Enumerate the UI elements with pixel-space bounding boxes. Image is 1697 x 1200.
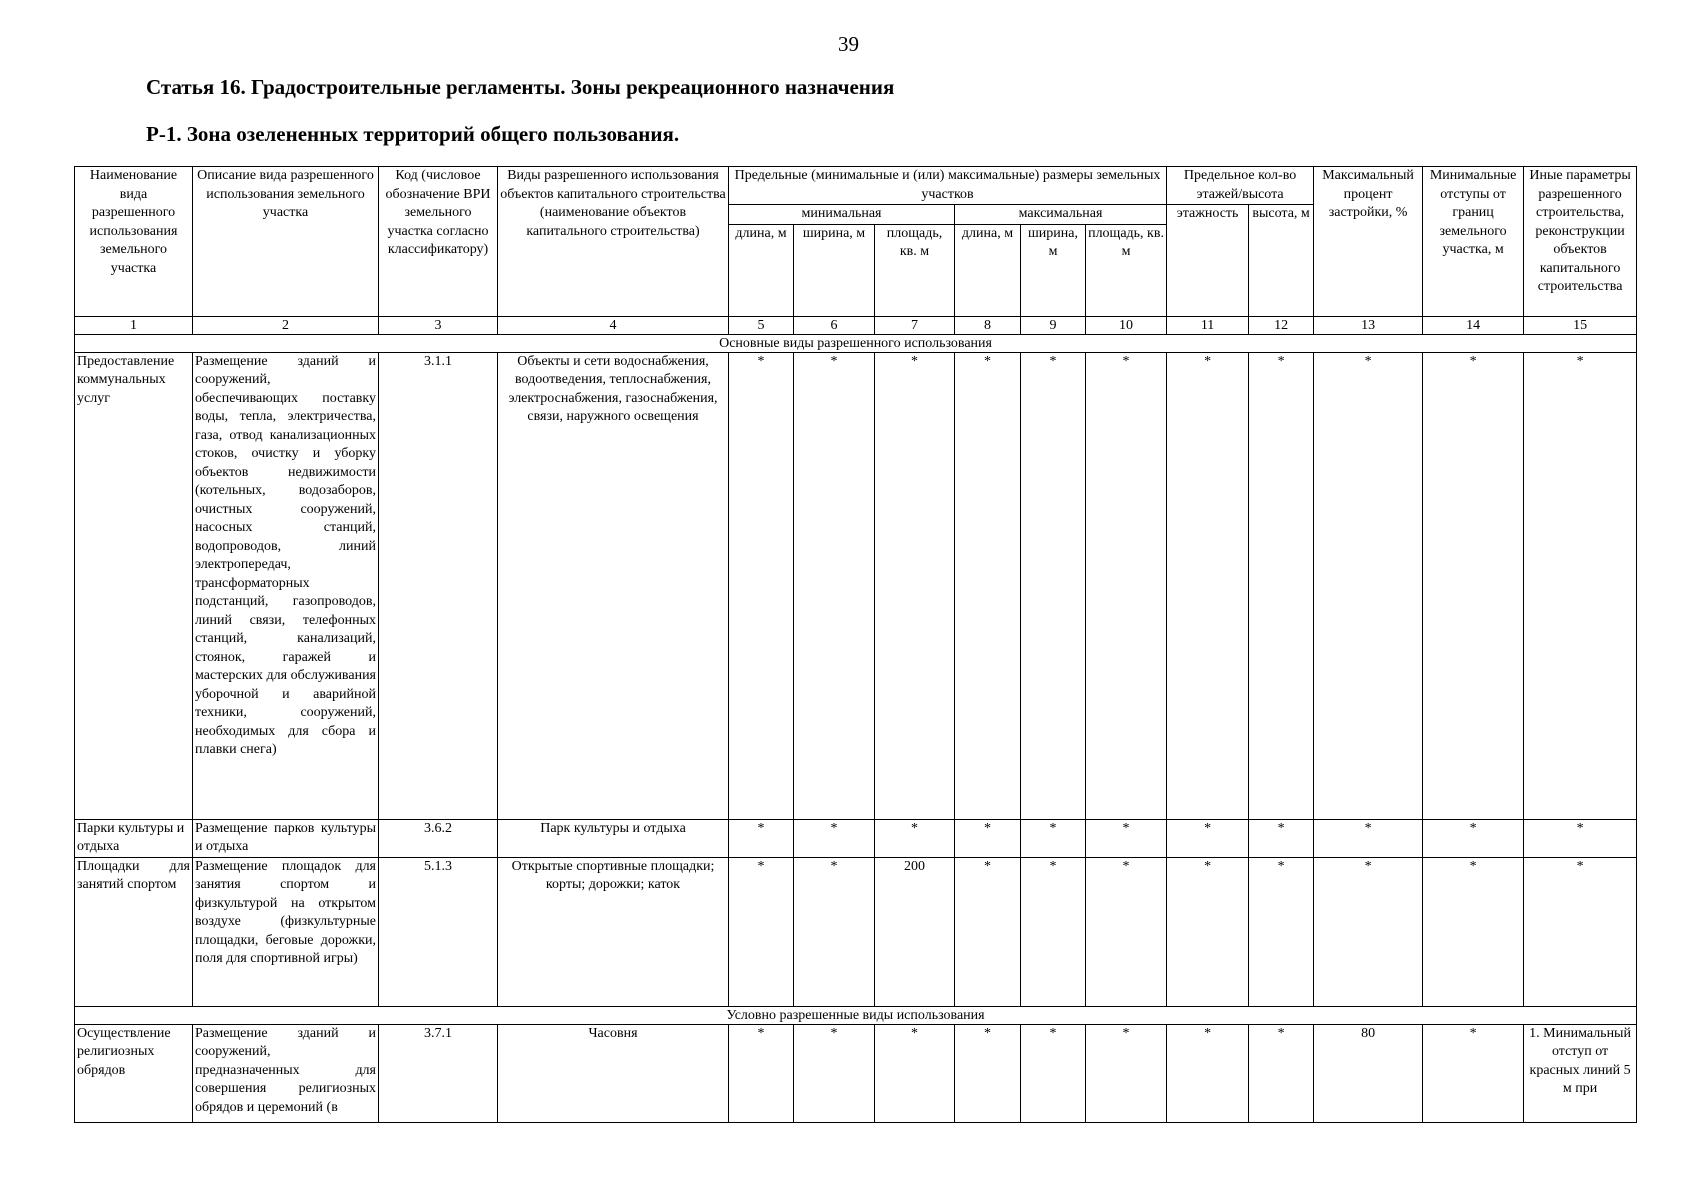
column-number: 9 <box>1021 316 1086 334</box>
header-other-params: Иные параметры разрешенного строительства, реконструкции объектов капитального строительства <box>1524 167 1637 317</box>
param-min-length: * <box>729 857 794 1006</box>
row-code: 5.1.3 <box>379 857 498 1006</box>
param-height: * <box>1249 857 1314 1006</box>
header-row-1 <box>75 167 1637 205</box>
row-code: 3.7.1 <box>379 1024 498 1122</box>
param-min-length: * <box>729 819 794 857</box>
row-objects: Объекты и сети водоснабжения, водоотведения, теплоснабжения, электроснабжения, газоснабжения, связи, наружного освещения <box>498 352 729 819</box>
row-objects: Парк культуры и отдыха <box>498 819 729 857</box>
param-floors: * <box>1167 819 1249 857</box>
param-max-area: * <box>1086 1024 1167 1122</box>
column-number: 6 <box>794 316 875 334</box>
header-min-area: площадь, кв. м <box>875 224 955 316</box>
zone-title: Р-1. Зона озелененных территорий общего пользования. <box>146 122 680 146</box>
param-min-length: * <box>729 352 794 819</box>
column-number: 10 <box>1086 316 1167 334</box>
param-max-area: * <box>1086 857 1167 1006</box>
param-min-setback: * <box>1423 857 1524 1006</box>
table-row <box>75 352 1637 819</box>
param-min-area: * <box>875 819 955 857</box>
header-height: высота, м <box>1249 205 1314 317</box>
param-min-area: 200 <box>875 857 955 1006</box>
column-number: 3 <box>379 316 498 334</box>
column-number: 2 <box>193 316 379 334</box>
param-min-setback: * <box>1423 1024 1524 1122</box>
param-min-width: * <box>794 1024 875 1122</box>
row-description: Размещение зданий и сооружений, предназначенных для совершения религиозных обрядов и церемоний (в <box>193 1024 379 1122</box>
header-max-area: площадь, кв. м <box>1086 224 1167 316</box>
column-number: 4 <box>498 316 729 334</box>
header-floors: этажность <box>1167 205 1249 317</box>
param-min-area: * <box>875 1024 955 1122</box>
header-max-percent: Максимальный процент застройки, % <box>1314 167 1423 317</box>
header-size-group: Предельные (минимальные и (или) максимальные) размеры земельных участков <box>729 167 1167 205</box>
param-other: * <box>1524 857 1637 1006</box>
header-min-length: длина, м <box>729 224 794 316</box>
param-height: * <box>1249 352 1314 819</box>
row-description: Размещение площадок для занятия спортом и физкультурой на открытом воздухе (физкультурные площадки, беговые дорожки, поля для спортивной игры) <box>193 857 379 1006</box>
row-name: Осуществление религиозных обрядов <box>75 1024 193 1122</box>
column-number: 12 <box>1249 316 1314 334</box>
param-max-percent: * <box>1314 857 1423 1006</box>
section-row-conditional <box>75 1006 1637 1024</box>
header-min: минимальная <box>729 205 955 225</box>
param-max-length: * <box>955 1024 1021 1122</box>
param-floors: * <box>1167 352 1249 819</box>
header-objects: Виды разрешенного использования объектов капитального строительства (наименование объектов капитального строительства) <box>498 167 729 317</box>
header-max-length: длина, м <box>955 224 1021 316</box>
column-number: 11 <box>1167 316 1249 334</box>
header-code: Код (числовое обозначение ВРИ земельного участка согласно классификатору) <box>379 167 498 317</box>
param-floors: * <box>1167 1024 1249 1122</box>
column-number: 7 <box>875 316 955 334</box>
param-max-percent: 80 <box>1314 1024 1423 1122</box>
header-min-setback: Минимальные отступы от границ земельного участка, м <box>1423 167 1524 317</box>
table-row <box>75 1024 1637 1122</box>
param-height: * <box>1249 819 1314 857</box>
header-min-width: ширина, м <box>794 224 875 316</box>
param-min-area: * <box>875 352 955 819</box>
column-number: 5 <box>729 316 794 334</box>
row-code: 3.6.2 <box>379 819 498 857</box>
header-max-width: ширина, м <box>1021 224 1086 316</box>
section-title-main: Основные виды разрешенного использования <box>75 334 1637 352</box>
column-number: 13 <box>1314 316 1423 334</box>
row-name: Площадки для занятий спортом <box>75 857 193 1006</box>
row-objects: Часовня <box>498 1024 729 1122</box>
param-min-width: * <box>794 352 875 819</box>
param-other: * <box>1524 352 1637 819</box>
row-description: Размещение парков культуры и отдыха <box>193 819 379 857</box>
param-min-setback: * <box>1423 819 1524 857</box>
article-title: Статья 16. Градостроительные регламенты. Зоны рекреационного назначения <box>146 75 895 99</box>
param-max-percent: * <box>1314 352 1423 819</box>
column-number: 8 <box>955 316 1021 334</box>
table-row <box>75 857 1637 1006</box>
header-name: Наименование вида разрешенного использования земельного участка <box>75 167 193 317</box>
row-name: Предоставление коммунальных услуг <box>75 352 193 819</box>
row-objects: Открытые спортивные площадки; корты; дорожки; каток <box>498 857 729 1006</box>
row-description: Размещение зданий и сооружений, обеспечивающих поставку воды, тепла, электричества, газа, отвод канализационных стоков, очистку и уборку объектов недвижимости (котельных, водозаборов, очистных сооружений, насосных станций, водопроводов, линий электропередач, трансформаторных подстанций, газопроводов, линий связи, телефонных станций, канализаций, стоянок, гаражей и мастерских для обслуживания уборочной и аварийной техники, сооружений, необходимых для сбора и плавки снега) <box>193 352 379 819</box>
param-max-length: * <box>955 819 1021 857</box>
param-floors: * <box>1167 857 1249 1006</box>
param-max-percent: * <box>1314 819 1423 857</box>
param-other: 1. Минимальный отступ от красных линий 5 м при <box>1524 1024 1637 1122</box>
column-numbers-row <box>75 316 1637 334</box>
section-row-main <box>75 334 1637 352</box>
param-min-length: * <box>729 1024 794 1122</box>
section-title-conditional: Условно разрешенные виды использования <box>75 1006 1637 1024</box>
table-row <box>75 819 1637 857</box>
param-height: * <box>1249 1024 1314 1122</box>
param-max-width: * <box>1021 352 1086 819</box>
header-description: Описание вида разрешенного использования земельного участка <box>193 167 379 317</box>
column-number: 1 <box>75 316 193 334</box>
param-max-area: * <box>1086 819 1167 857</box>
param-max-width: * <box>1021 819 1086 857</box>
param-max-width: * <box>1021 1024 1086 1122</box>
param-min-width: * <box>794 857 875 1006</box>
column-number: 14 <box>1423 316 1524 334</box>
row-code: 3.1.1 <box>379 352 498 819</box>
header-max: максимальная <box>955 205 1167 225</box>
regulations-table <box>74 166 1637 1123</box>
page-number: 39 <box>838 32 859 56</box>
row-name: Парки культуры и отдыха <box>75 819 193 857</box>
param-max-length: * <box>955 352 1021 819</box>
param-other: * <box>1524 819 1637 857</box>
param-max-length: * <box>955 857 1021 1006</box>
param-max-area: * <box>1086 352 1167 819</box>
param-max-width: * <box>1021 857 1086 1006</box>
param-min-setback: * <box>1423 352 1524 819</box>
param-min-width: * <box>794 819 875 857</box>
header-floors-group: Предельное кол-во этажей/высота <box>1167 167 1314 205</box>
column-number: 15 <box>1524 316 1637 334</box>
